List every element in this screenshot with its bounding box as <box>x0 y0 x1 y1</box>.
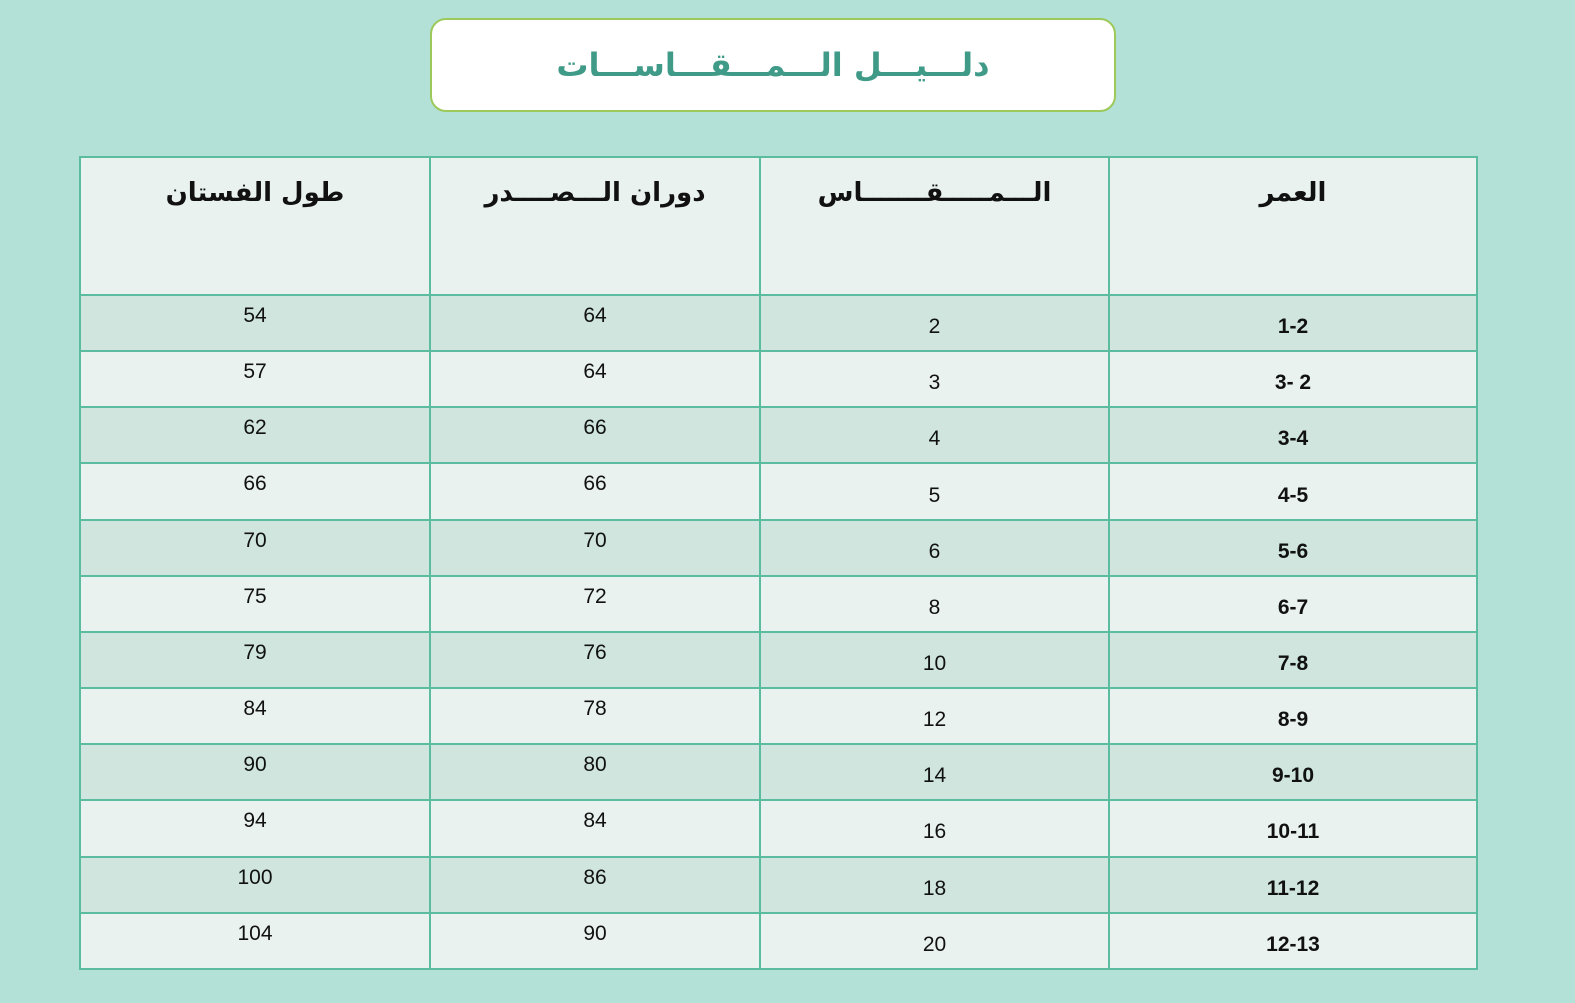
cell-size: 16 <box>760 800 1109 856</box>
table-row <box>80 295 1477 351</box>
table-row <box>80 632 1477 688</box>
cell-size: 18 <box>760 857 1109 913</box>
cell-length: 84 <box>80 688 430 744</box>
cell-age: 4-5 <box>1109 463 1477 519</box>
cell-size: 20 <box>760 913 1109 969</box>
cell-age: 11-12 <box>1109 857 1477 913</box>
header-chest: دوران الـــصــــدر <box>430 157 760 295</box>
cell-age: 9-10 <box>1109 744 1477 800</box>
cell-size: 6 <box>760 520 1109 576</box>
table-row <box>80 576 1477 632</box>
table-row <box>80 800 1477 856</box>
table-header-row <box>80 157 1477 295</box>
cell-length: 79 <box>80 632 430 688</box>
cell-age: 8-9 <box>1109 688 1477 744</box>
cell-age: 2 -3 <box>1109 351 1477 407</box>
cell-length: 70 <box>80 520 430 576</box>
cell-chest: 90 <box>430 913 760 969</box>
cell-length: 104 <box>80 913 430 969</box>
header-length: طول الفستان <box>80 157 430 295</box>
table-body <box>80 295 1477 969</box>
cell-length: 90 <box>80 744 430 800</box>
cell-length: 62 <box>80 407 430 463</box>
table-row <box>80 351 1477 407</box>
cell-age: 3-4 <box>1109 407 1477 463</box>
cell-chest: 80 <box>430 744 760 800</box>
cell-size: 5 <box>760 463 1109 519</box>
cell-chest: 64 <box>430 295 760 351</box>
page-title: دلـــيـــل الـــمـــقـــاســـات <box>556 46 990 84</box>
cell-size: 10 <box>760 632 1109 688</box>
cell-size: 14 <box>760 744 1109 800</box>
header-size: الـــمـــــقـــــــاس <box>760 157 1109 295</box>
title-box <box>430 18 1116 112</box>
cell-age: 5-6 <box>1109 520 1477 576</box>
cell-length: 54 <box>80 295 430 351</box>
cell-chest: 76 <box>430 632 760 688</box>
table-row <box>80 688 1477 744</box>
cell-chest: 66 <box>430 407 760 463</box>
cell-age: 7-8 <box>1109 632 1477 688</box>
cell-chest: 86 <box>430 857 760 913</box>
table-row <box>80 463 1477 519</box>
cell-age: 12-13 <box>1109 913 1477 969</box>
table-row <box>80 913 1477 969</box>
cell-length: 94 <box>80 800 430 856</box>
cell-size: 2 <box>760 295 1109 351</box>
table-row <box>80 857 1477 913</box>
cell-size: 8 <box>760 576 1109 632</box>
cell-chest: 84 <box>430 800 760 856</box>
cell-size: 3 <box>760 351 1109 407</box>
cell-age: 1-2 <box>1109 295 1477 351</box>
cell-chest: 78 <box>430 688 760 744</box>
cell-chest: 64 <box>430 351 760 407</box>
table-row <box>80 744 1477 800</box>
cell-chest: 70 <box>430 520 760 576</box>
cell-length: 100 <box>80 857 430 913</box>
cell-length: 66 <box>80 463 430 519</box>
table-row <box>80 407 1477 463</box>
table-row <box>80 520 1477 576</box>
cell-length: 57 <box>80 351 430 407</box>
cell-size: 4 <box>760 407 1109 463</box>
cell-age: 6-7 <box>1109 576 1477 632</box>
cell-chest: 72 <box>430 576 760 632</box>
size-guide-table <box>79 156 1478 970</box>
cell-chest: 66 <box>430 463 760 519</box>
cell-age: 10-11 <box>1109 800 1477 856</box>
header-age: العمر <box>1109 157 1477 295</box>
cell-size: 12 <box>760 688 1109 744</box>
cell-length: 75 <box>80 576 430 632</box>
